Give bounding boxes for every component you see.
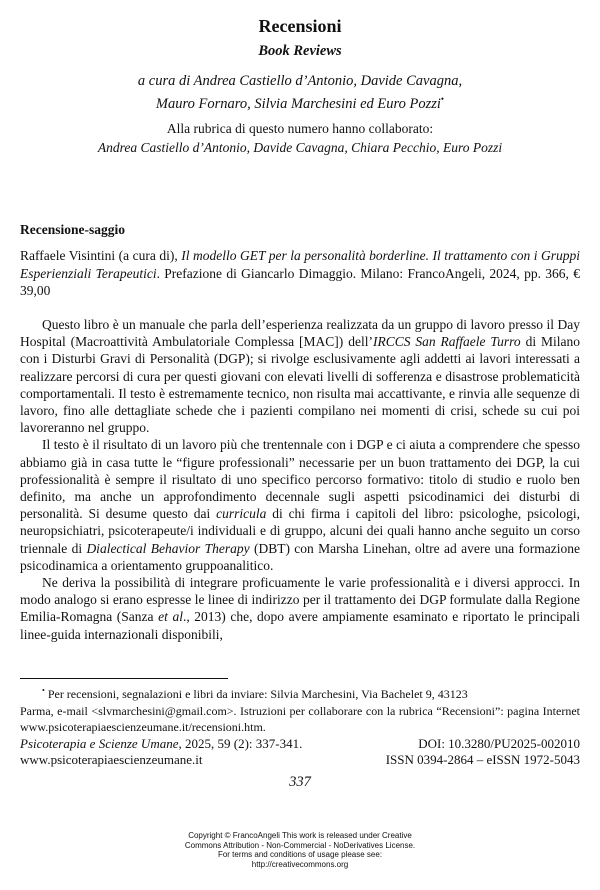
journal-citation <box>20 736 302 752</box>
book-citation <box>20 247 580 300</box>
citation-authors: Raffaele Visintini (a cura di), <box>20 248 182 263</box>
section-heading: Recensione-saggio <box>20 222 125 237</box>
journal-issn: ISSN 0394-2864 – eISSN 1972-5043 <box>385 752 580 767</box>
editors-line-2 <box>20 90 580 113</box>
collaborators-names: Andrea Castiello d’Antonio, Davide Cavagna, Chiara Pecchio, Euro Pozzi <box>97 140 503 155</box>
p1-text-a: Questo libro è un manuale che parla dell’esperienza realizzata da un gruppo di lavoro presso il Day Hospital (Macroattività Ambulatoriale Complessa [MAC]) dell’ <box>20 317 580 350</box>
copyright-notice <box>20 831 580 869</box>
citation-details: . Prefazione di Giancarlo Dimaggio. Milano: FrancoAngeli, 2024, pp. 366, € 39,00 <box>20 265 580 298</box>
editors-names: Mauro Fornaro, Silvia Marchesini ed Euro Pozzi <box>155 95 441 112</box>
page-subtitle: Book Reviews <box>258 43 342 59</box>
footnote-separator <box>20 678 228 679</box>
journal-info <box>20 736 580 768</box>
journal-name: Psicoterapia e Scienze Umane <box>20 736 179 751</box>
editors-line-1: a cura di Andrea Castiello d’Antonio, Davide Cavagna, <box>137 73 463 89</box>
p3-text-a: Ne deriva la possibilità di integrare proficuamente le varie professionalità e i diversi approcci. In modo analogo si erano espresse le linee di indirizzo per il trattamento dei DGP formulate dalla Regione Emilia-Romagna (Sanza <box>20 575 580 625</box>
journal-website[interactable]: www.psicoterapiaescienzeumane.it <box>20 752 203 767</box>
editors-block <box>20 72 580 113</box>
p3-text-b: ., 2013) che, dopo avere ampiamente esaminato e riportato le principali linee-guida internazionali disponibili, <box>20 609 580 642</box>
journal-doi[interactable]: DOI: 10.3280/PU2025-002010 <box>418 736 580 751</box>
p2-text-a: Il testo è il risultato di un lavoro più che trentennale con i DGP e ci aiuta a comprendere che spesso abbiamo già in casa tutte le “figure professionali” necessarie per un buon trattamento dei DGP, la cui professionalità è sempre il risultato di uno specifico percorso formativo: titolo di studio e ruolo ben definito, ma anche un approfondimento decennale sugli aspetti psicodinamici dei disturbi di personalità. Si desume questo dai <box>20 437 580 522</box>
footnote <box>20 683 580 736</box>
p3-et-al: et al <box>158 609 183 625</box>
journal-row-1 <box>20 736 580 752</box>
editors-footnote-mark[interactable]: • <box>440 94 445 104</box>
copyright-line-3: For terms and conditions of usage please see: <box>217 850 383 860</box>
copyright-link[interactable]: http://creativecommons.org <box>251 859 349 869</box>
copyright-line-1: Copyright © FrancoAngeli This work is released under Creative <box>188 831 412 840</box>
p2-text-b: di chi firma i capitoli del libro: psicologhe, psicologi, neuropsichiatri, psicoterapeute/i individuali e di gruppo, alcuni dei quali hanno anche seguito un corso triennale di <box>20 506 580 556</box>
paragraph-2 <box>20 436 580 574</box>
footnote-text-1: Per recensioni, segnalazioni e libri da inviare: Silvia Marchesini, Via Bachelet 9, 43123 <box>44 687 468 701</box>
journal-issue: , 2025, 59 (2): 337-341. <box>178 736 303 751</box>
p2-text-c: (DBT) con Marsha Linehan, oltre ad avere una formazione psicodinamica a orientamento gruppoanalitico. <box>20 540 580 573</box>
p2-dbt: Dialectical Behavior Therapy <box>86 540 250 556</box>
paragraph-3 <box>20 574 580 643</box>
p1-text-b: di Milano con i Disturbi Gravi di Personalità (DGP); si rivolge esclusivamente agli addetti ai lavori interessati a realizzare percorsi di cura per questi giovani con elevati livelli di sofferenza e disastrose problematicità comportamentali. Il testo è estremamente tecnico, non risulta mai accattivante, e rinvia alle sequenze di lavoro, fino alle dettagliate schede che i pazienti compilano nei momenti di crisi, schede su cui poi lavoreranno nel gruppo. <box>20 334 580 436</box>
footnote-mark: • <box>42 686 45 695</box>
review-body <box>20 316 580 643</box>
footnote-rest: Parma, e-mail <slvmarchesini@gmail.com>. Istruzioni per collaborare con la rubrica “Recensioni”: pagina Internet www.psicoterapiaescienzeumane.it/recensioni.htm. <box>20 703 580 734</box>
page-number: 337 <box>289 774 311 790</box>
copyright-line-2: Commons Attribution - Non-Commercial - NoDerivatives License. <box>184 840 416 850</box>
citation-book-title: Il modello GET per la personalità borderline. Il trattamento con i Gruppi Esperienziali Terapeutici <box>20 248 581 281</box>
footnote-line-1 <box>20 683 580 703</box>
collaborators-block <box>20 119 580 157</box>
p2-curricula: curricula <box>216 506 267 522</box>
journal-row-2 <box>20 752 580 768</box>
page-title: Recensioni <box>258 16 342 36</box>
collaborators-intro: Alla rubrica di questo numero hanno collaborato: <box>166 121 434 136</box>
paragraph-1 <box>20 316 580 436</box>
p1-institution: IRCCS San Raffaele Turro <box>372 334 521 350</box>
